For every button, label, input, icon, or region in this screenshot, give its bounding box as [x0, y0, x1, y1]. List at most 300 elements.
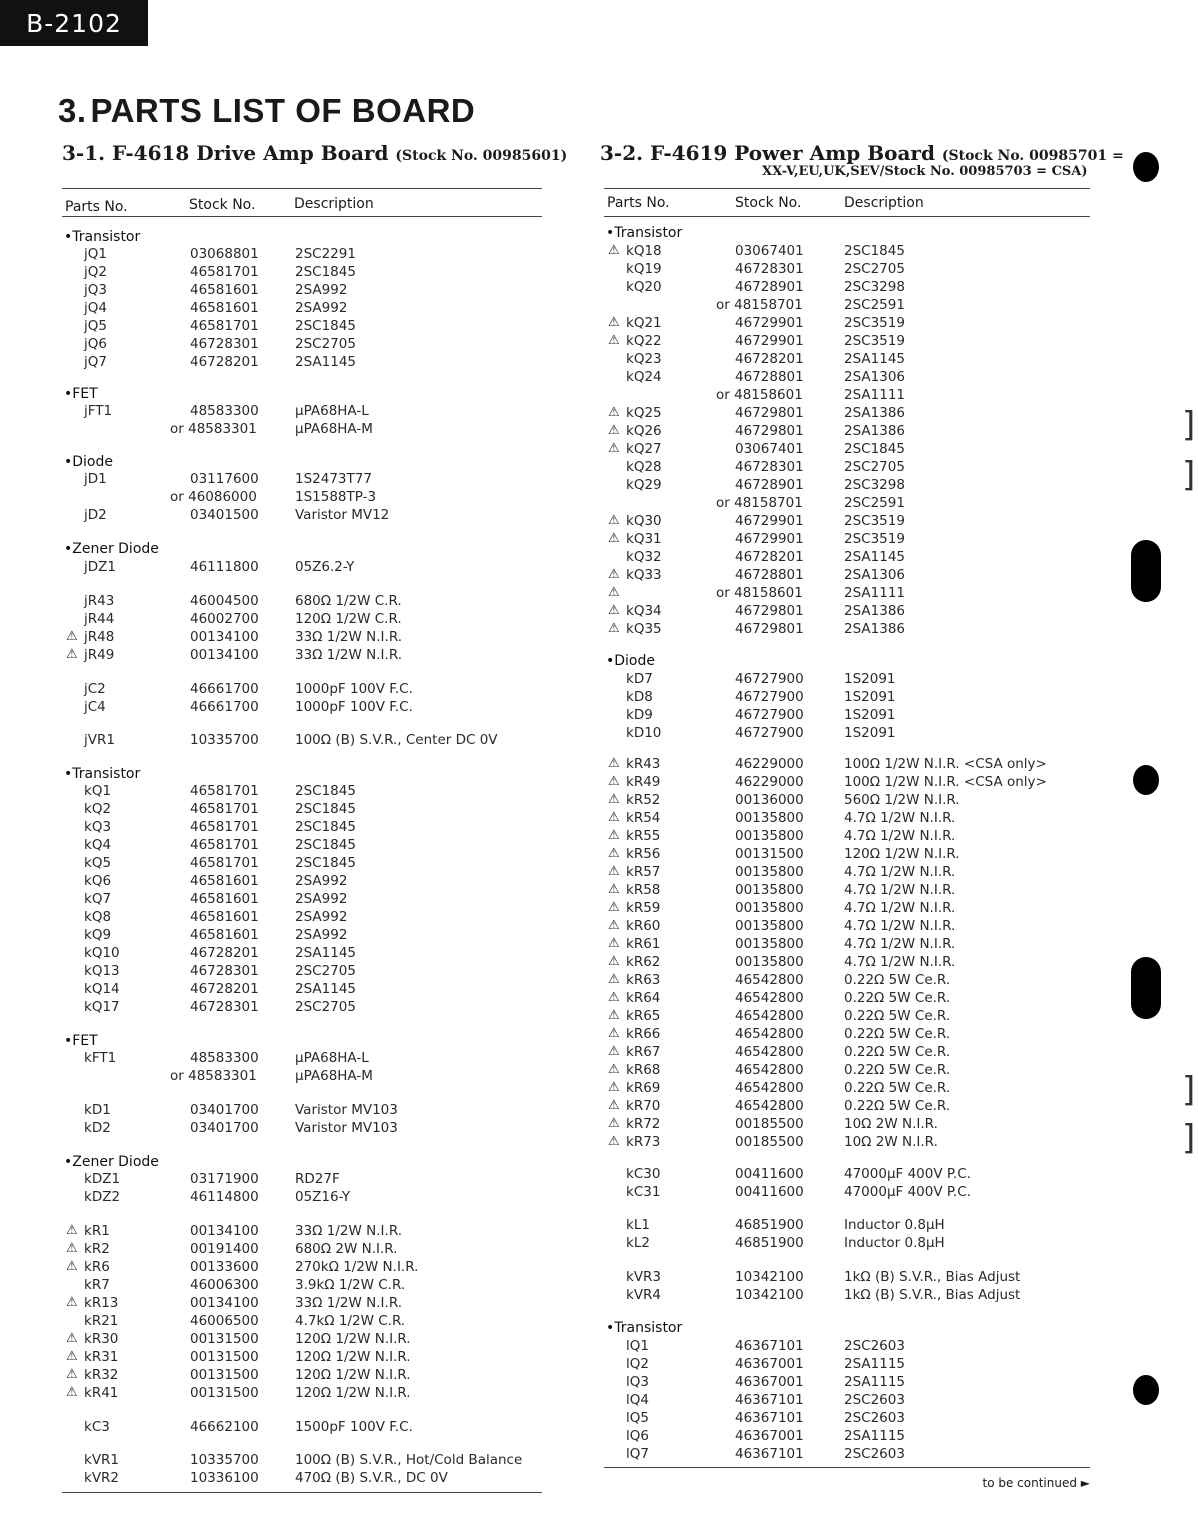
stock-number: 46729801 [735, 423, 804, 439]
part-description: 1S2091 [844, 725, 896, 741]
part-description: 2SA1306 [844, 567, 906, 583]
safety-warning-icon: ⚠ [608, 954, 620, 969]
stock-number: 46728801 [735, 567, 804, 583]
stock-number: 00135800 [735, 810, 804, 826]
safety-warning-icon: ⚠ [608, 990, 620, 1005]
parts-row [62, 1222, 542, 1240]
stock-number: 46542800 [735, 972, 804, 988]
parts-row [62, 245, 542, 263]
part-description: 4.7Ω 1/2W N.I.R. [844, 900, 956, 916]
part-number: kR43 [626, 756, 661, 772]
part-number: kQ29 [626, 477, 662, 493]
stock-number: 10335700 [190, 732, 259, 748]
parts-row [62, 1119, 542, 1137]
category-label: •Transistor [606, 225, 683, 241]
part-description: 2SC1845 [295, 264, 356, 280]
stock-number: 46728201 [190, 981, 259, 997]
part-number: kR72 [626, 1116, 661, 1132]
part-description: 2SA1145 [295, 945, 357, 961]
safety-warning-icon: ⚠ [66, 1223, 78, 1238]
part-number: lQ3 [626, 1374, 649, 1390]
part-description: 2SC1845 [295, 783, 356, 799]
parts-row [62, 1312, 542, 1330]
part-description: 2SA1115 [844, 1374, 906, 1390]
parts-row [604, 296, 1090, 314]
part-description: 100Ω 1/2W N.I.R. <CSA only> [844, 756, 1047, 772]
part-number: jR43 [84, 593, 115, 609]
part-description: 2SC3519 [844, 315, 905, 331]
parts-row [604, 602, 1090, 620]
safety-warning-icon: ⚠ [608, 900, 620, 915]
part-number: kR67 [626, 1044, 661, 1060]
stock-number: 46728301 [735, 459, 804, 475]
part-description: Varistor MV12 [295, 507, 390, 523]
part-description: 33Ω 1/2W N.I.R. [295, 1295, 403, 1311]
power-amp-board-title [600, 141, 1124, 165]
parts-row [62, 998, 542, 1016]
part-description: 2SC2603 [844, 1446, 905, 1462]
stock-number: 46728901 [735, 477, 804, 493]
stock-number: 00135800 [735, 828, 804, 844]
stock-number: or 48158601 [716, 387, 803, 403]
category-label: •FET [64, 386, 98, 402]
parts-row [604, 1216, 1090, 1234]
parts-row [62, 1451, 542, 1469]
part-number: kD1 [84, 1102, 111, 1118]
stock-number: 46581701 [190, 837, 259, 853]
safety-warning-icon: ⚠ [66, 1367, 78, 1382]
safety-warning-icon: ⚠ [608, 774, 620, 789]
stock-number: 10336100 [190, 1470, 259, 1486]
part-description: RD27F [295, 1171, 340, 1187]
part-description: 47000μF 400V P.C. [844, 1166, 971, 1182]
safety-warning-icon: ⚠ [608, 567, 620, 582]
part-number: kR57 [626, 864, 661, 880]
part-number: jQ3 [84, 282, 107, 298]
parts-row [62, 854, 542, 872]
part-description: 0.22Ω 5W Ce.R. [844, 1098, 951, 1114]
part-description: 2SC2705 [844, 459, 905, 475]
part-description: 680Ω 1/2W C.R. [295, 593, 402, 609]
safety-warning-icon: ⚠ [66, 647, 78, 662]
safety-warning-icon: ⚠ [608, 315, 620, 330]
stock-number: 46581601 [190, 873, 259, 889]
parts-row [604, 1355, 1090, 1373]
part-description: 05Z16-Y [295, 1189, 351, 1205]
part-number: kR64 [626, 990, 661, 1006]
part-number: kDZ2 [84, 1189, 121, 1205]
safety-warning-icon: ⚠ [608, 1098, 620, 1113]
part-description: 2SC3298 [844, 477, 905, 493]
parts-row [604, 512, 1090, 530]
part-number: kR58 [626, 882, 661, 898]
stock-number: 00131500 [190, 1385, 259, 1401]
parts-row [604, 368, 1090, 386]
safety-warning-icon: ⚠ [66, 1385, 78, 1400]
stock-number: 03171900 [190, 1171, 259, 1187]
part-description: 33Ω 1/2W N.I.R. [295, 1223, 403, 1239]
part-description: 2SC2705 [295, 963, 356, 979]
parts-row [62, 872, 542, 890]
safety-warning-icon: ⚠ [66, 629, 78, 644]
stock-number: or 48583301 [170, 421, 257, 437]
part-description: 2SC2603 [844, 1338, 905, 1354]
stock-number: or 48583301 [170, 1068, 257, 1084]
parts-row [604, 1337, 1090, 1355]
stock-number: 46728801 [735, 369, 804, 385]
parts-row [604, 1165, 1090, 1183]
part-description: 2SC2705 [295, 336, 356, 352]
header-rule-bottom [62, 216, 542, 217]
part-description: 2SC3519 [844, 531, 905, 547]
parts-row [604, 1007, 1090, 1025]
parts-row [604, 1043, 1090, 1061]
part-description: 10Ω 2W N.I.R. [844, 1116, 938, 1132]
stock-number: 46111800 [190, 559, 259, 575]
part-description: 2SC1845 [295, 819, 356, 835]
stock-number: 00136000 [735, 792, 804, 808]
header-stock-no: Stock No. [189, 197, 256, 213]
category-heading [62, 765, 542, 783]
category-heading [62, 1153, 542, 1171]
part-number: kR55 [626, 828, 661, 844]
category-heading [62, 1032, 542, 1050]
part-number: kQ8 [84, 909, 112, 925]
stock-number: 46367101 [735, 1446, 804, 1462]
part-description: 2SC2603 [844, 1410, 905, 1426]
part-number: kD10 [626, 725, 662, 741]
part-number: kQ3 [84, 819, 112, 835]
parts-row [604, 1427, 1090, 1445]
part-number: kQ26 [626, 423, 662, 439]
part-description: μPA68HA-M [295, 1068, 373, 1084]
safety-warning-icon: ⚠ [608, 792, 620, 807]
part-number: jD2 [84, 507, 107, 523]
part-description: 2SA992 [295, 891, 348, 907]
parts-row [604, 350, 1090, 368]
parts-row [604, 1445, 1090, 1463]
category-label: •Transistor [606, 1320, 683, 1336]
parts-row [604, 971, 1090, 989]
parts-row [62, 1330, 542, 1348]
part-description: 2SC3298 [844, 279, 905, 295]
stock-number: 46728201 [735, 549, 804, 565]
stock-number: 46229000 [735, 756, 804, 772]
parts-row [604, 1061, 1090, 1079]
part-number: kQ31 [626, 531, 662, 547]
part-number: kDZ1 [84, 1171, 121, 1187]
part-number: kR62 [626, 954, 661, 970]
part-number: lQ4 [626, 1392, 649, 1408]
page-title [58, 92, 475, 130]
part-description: 3.9kΩ 1/2W C.R. [295, 1277, 406, 1293]
stock-number: 46367001 [735, 1374, 804, 1390]
part-number: kQ4 [84, 837, 112, 853]
parts-row [62, 1049, 542, 1067]
part-description: 33Ω 1/2W N.I.R. [295, 647, 403, 663]
stock-number: 00135800 [735, 918, 804, 934]
safety-warning-icon: ⚠ [608, 1026, 620, 1041]
part-number: kR41 [84, 1385, 119, 1401]
stock-number: 46581601 [190, 927, 259, 943]
part-description: 1000pF 100V F.C. [295, 681, 413, 697]
category-heading [62, 453, 542, 471]
parts-row [604, 863, 1090, 881]
parts-row [604, 1268, 1090, 1286]
stock-number: 46727900 [735, 689, 804, 705]
parts-row [604, 314, 1090, 332]
part-number: kR7 [84, 1277, 110, 1293]
parts-row [62, 628, 542, 646]
parts-row [604, 845, 1090, 863]
stock-number: 00134100 [190, 1295, 259, 1311]
part-description: 2SC1845 [844, 243, 905, 259]
part-number: kQ18 [626, 243, 662, 259]
part-description: μPA68HA-M [295, 421, 373, 437]
parts-row [604, 260, 1090, 278]
part-number: jDZ1 [84, 559, 116, 575]
stock-number: 03401500 [190, 507, 259, 523]
stock-number: 46581701 [190, 264, 259, 280]
part-number: kR59 [626, 900, 661, 916]
part-description: 1000pF 100V F.C. [295, 699, 413, 715]
parts-row [62, 335, 542, 353]
part-description: 2SA1115 [844, 1428, 906, 1444]
parts-row [62, 1188, 542, 1206]
parts-row [604, 566, 1090, 584]
part-description: 0.22Ω 5W Ce.R. [844, 1080, 951, 1096]
part-number: kD7 [626, 671, 653, 687]
parts-row [604, 530, 1090, 548]
stock-number: 00135800 [735, 864, 804, 880]
page-number-tag: B-2102 [0, 0, 148, 46]
header-description: Description [844, 195, 924, 211]
parts-row [62, 782, 542, 800]
part-number: kR63 [626, 972, 661, 988]
parts-row [604, 809, 1090, 827]
safety-warning-icon: ⚠ [608, 603, 620, 618]
section-title: PARTS LIST OF BOARD [90, 92, 476, 129]
stock-number: 03401700 [190, 1102, 259, 1118]
parts-row [62, 1067, 542, 1085]
part-number: kR56 [626, 846, 661, 862]
part-description: 270kΩ 1/2W N.I.R. [295, 1259, 419, 1275]
part-number: kQ24 [626, 369, 662, 385]
safety-warning-icon: ⚠ [608, 1134, 620, 1149]
stock-number: 46729801 [735, 405, 804, 421]
safety-warning-icon: ⚠ [608, 936, 620, 951]
stock-number: or 48158701 [716, 495, 803, 511]
part-number: kQ35 [626, 621, 662, 637]
part-description: 100Ω (B) S.V.R., Center DC 0V [295, 732, 498, 748]
stock-number: 46729901 [735, 513, 804, 529]
parts-row [604, 422, 1090, 440]
category-heading [604, 652, 1090, 670]
parts-row [604, 1409, 1090, 1427]
parts-row [604, 899, 1090, 917]
parts-row [604, 688, 1090, 706]
category-label: •FET [64, 1033, 98, 1049]
margin-bracket-mark: ] [1182, 1070, 1196, 1110]
part-description: 2SC1845 [295, 855, 356, 871]
safety-warning-icon: ⚠ [608, 1080, 620, 1095]
part-description: 2SA992 [295, 909, 348, 925]
part-number: kQ23 [626, 351, 662, 367]
part-number: kQ22 [626, 333, 662, 349]
parts-row [604, 724, 1090, 742]
part-description: 2SC3519 [844, 333, 905, 349]
safety-warning-icon: ⚠ [608, 1062, 620, 1077]
stock-number: 46729901 [735, 333, 804, 349]
parts-row [62, 263, 542, 281]
parts-row [604, 706, 1090, 724]
stock-number: 00134100 [190, 647, 259, 663]
stock-number: 46851900 [735, 1235, 804, 1251]
stock-number: 48583300 [190, 403, 259, 419]
safety-warning-icon: ⚠ [608, 423, 620, 438]
stock-number: 46728301 [190, 963, 259, 979]
part-number: kR54 [626, 810, 661, 826]
parts-row [604, 1183, 1090, 1201]
part-number: lQ5 [626, 1410, 649, 1426]
stock-number: 46367101 [735, 1392, 804, 1408]
parts-row [62, 610, 542, 628]
part-number: kVR3 [626, 1269, 662, 1285]
stock-number: 46728301 [735, 261, 804, 277]
part-description: 2SC1845 [844, 441, 905, 457]
part-description: μPA68HA-L [295, 1050, 369, 1066]
part-description: 2SA1145 [295, 981, 357, 997]
stock-number: 46728201 [190, 945, 259, 961]
stock-number: 00135800 [735, 882, 804, 898]
stock-number: 03067401 [735, 243, 804, 259]
stock-number: 46542800 [735, 990, 804, 1006]
parts-row [604, 332, 1090, 350]
part-description: 1S1588TP-3 [295, 489, 377, 505]
stock-number: 46662100 [190, 1419, 259, 1435]
parts-row [62, 1276, 542, 1294]
parts-row [604, 584, 1090, 602]
stock-number: 46851900 [735, 1217, 804, 1233]
stock-number: 00134100 [190, 629, 259, 645]
safety-warning-icon: ⚠ [608, 756, 620, 771]
header-rule-top [604, 188, 1090, 189]
parts-row [604, 494, 1090, 512]
parts-row [604, 476, 1090, 494]
stock-number: 46002700 [190, 611, 259, 627]
part-number: jFT1 [84, 403, 113, 419]
part-number: kVR1 [84, 1452, 120, 1468]
stock-number: 46581701 [190, 783, 259, 799]
stock-number: 00131500 [190, 1367, 259, 1383]
part-description: 0.22Ω 5W Ce.R. [844, 1008, 951, 1024]
part-number: kR31 [84, 1349, 119, 1365]
part-description: 2SC2291 [295, 246, 356, 262]
stock-number: 03068801 [190, 246, 259, 262]
parts-row [62, 558, 542, 576]
part-description: 2SC3519 [844, 513, 905, 529]
stock-number: 00131500 [735, 846, 804, 862]
part-number: kVR2 [84, 1470, 120, 1486]
stock-number: 46006500 [190, 1313, 259, 1329]
part-description: 2SA992 [295, 282, 348, 298]
part-number: kR49 [626, 774, 661, 790]
margin-bracket-mark: ] [1182, 1118, 1196, 1158]
part-description: Inductor 0.8μH [844, 1235, 945, 1251]
parts-row [604, 458, 1090, 476]
part-number: kQ13 [84, 963, 120, 979]
power-amp-board-name: 3-2. F-4619 Power Amp Board [600, 141, 935, 165]
stock-number: 03401700 [190, 1120, 259, 1136]
part-description: 1S2091 [844, 689, 896, 705]
parts-row [62, 488, 542, 506]
safety-warning-icon: ⚠ [608, 243, 620, 258]
safety-warning-icon: ⚠ [608, 918, 620, 933]
parts-row [62, 1258, 542, 1276]
stock-number: 46542800 [735, 1008, 804, 1024]
parts-row [62, 646, 542, 664]
part-number: kR13 [84, 1295, 119, 1311]
part-number: kR61 [626, 936, 661, 952]
parts-row [604, 1025, 1090, 1043]
stock-number: 46581701 [190, 819, 259, 835]
part-description: 0.22Ω 5W Ce.R. [844, 972, 951, 988]
stock-number: or 46086000 [170, 489, 257, 505]
parts-row [604, 1097, 1090, 1115]
part-description: 2SC2591 [844, 297, 905, 313]
parts-row [62, 926, 542, 944]
part-number: kQ10 [84, 945, 120, 961]
parts-row [62, 731, 542, 749]
drive-amp-board-name: 3-1. F-4618 Drive Amp Board [62, 141, 389, 165]
parts-row [62, 908, 542, 926]
part-number: kR1 [84, 1223, 110, 1239]
part-description: 47000μF 400V P.C. [844, 1184, 971, 1200]
safety-warning-icon: ⚠ [66, 1241, 78, 1256]
parts-row [62, 818, 542, 836]
stock-number: 46661700 [190, 681, 259, 697]
part-description: 680Ω 2W N.I.R. [295, 1241, 398, 1257]
part-description: 120Ω 1/2W N.I.R. [844, 846, 960, 862]
part-description: 2SA1111 [844, 585, 906, 601]
stock-number: 46581601 [190, 300, 259, 316]
category-label: •Zener Diode [64, 541, 159, 557]
part-number: kR30 [84, 1331, 119, 1347]
parts-row [62, 836, 542, 854]
header-parts-no: Parts No. [65, 199, 128, 215]
safety-warning-icon: ⚠ [608, 882, 620, 897]
parts-row [604, 404, 1090, 422]
parts-row [62, 1418, 542, 1436]
part-number: kC3 [84, 1419, 110, 1435]
part-number: kQ17 [84, 999, 120, 1015]
stock-number: 10342100 [735, 1269, 804, 1285]
safety-warning-icon: ⚠ [608, 810, 620, 825]
stock-number: 00135800 [735, 900, 804, 916]
stock-number: 00191400 [190, 1241, 259, 1257]
parts-row [62, 698, 542, 716]
stock-number: 46542800 [735, 1026, 804, 1042]
part-number: kR65 [626, 1008, 661, 1024]
stock-number: 46728901 [735, 279, 804, 295]
part-description: 100Ω (B) S.V.R., Hot/Cold Balance [295, 1452, 523, 1468]
part-description: 120Ω 1/2W N.I.R. [295, 1331, 411, 1347]
stock-number: 46114800 [190, 1189, 259, 1205]
part-number: jR44 [84, 611, 115, 627]
stock-number: 46542800 [735, 1062, 804, 1078]
stock-number: 10335700 [190, 1452, 259, 1468]
stock-number: 46661700 [190, 699, 259, 715]
